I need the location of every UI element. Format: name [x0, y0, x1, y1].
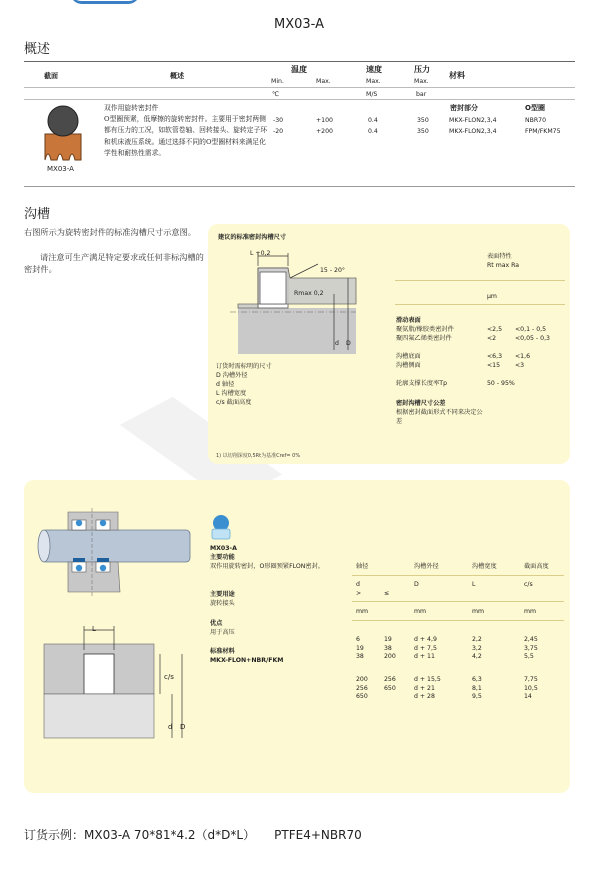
mat-text: MKX-FLON+NBR/FKM — [210, 657, 284, 664]
dimension-cell-d_le: 256 — [384, 676, 396, 683]
dimension-cell-d_gt: 650 — [356, 693, 368, 700]
order-dim-cs: c/s 截面高度 — [216, 399, 252, 406]
overview-cell-min: -30 — [273, 117, 284, 124]
dimension-cell-d_le: 200 — [384, 653, 396, 660]
col-header-overview: 概述 — [170, 72, 184, 80]
dimension-cell-L: 9,5 — [472, 693, 482, 700]
bearing-label: 轮廓支撑长度率Tp — [396, 380, 448, 387]
document-title: MX03-A — [274, 17, 324, 32]
sym-L: L — [472, 581, 476, 588]
overview-cell-oring: FPM/FKM75 — [525, 128, 561, 135]
sub-max-speed: Max. — [366, 78, 381, 85]
box2-dim-L: L — [92, 625, 96, 633]
dimension-cell-d_le: 19 — [384, 636, 392, 643]
dimension-cell-d_le: 38 — [384, 644, 392, 652]
table-bottom-rule — [24, 186, 575, 187]
col-header-material: 材料 — [449, 71, 465, 80]
dimension-cell-L: 6,3 — [472, 676, 482, 683]
dim-d-label: d — [335, 340, 339, 347]
col-header-pressure: 压力 — [414, 65, 430, 74]
groove-side-label: 沟槽侧面 — [396, 362, 421, 369]
dimension-cell-cs: 2,45 — [524, 636, 538, 643]
overview-cell-speed: 0.4 — [368, 128, 378, 135]
col-header-section: 截面 — [44, 72, 58, 80]
overview-cell-seal: MKX-FLON2,3,4 — [449, 128, 497, 135]
adv-text: 用于高压 — [210, 629, 235, 636]
overview-cell-pressure: 350 — [417, 117, 429, 124]
dimension-cell-L: 8,1 — [472, 684, 482, 692]
dimension-cell-D: d + 15,5 — [414, 676, 441, 683]
seal-profile-icon — [210, 514, 232, 540]
box2-dim-cs: c/s — [164, 673, 174, 681]
sub-min: Min. — [271, 78, 284, 85]
dimension-cell-cs: 14 — [524, 693, 532, 700]
sliding-row1-label: 聚氨脂/橡胶类密封件 — [396, 326, 454, 333]
table-top-rule — [24, 61, 575, 62]
col-header-speed: 速度 — [366, 65, 382, 74]
overview-cell-oring: NBR70 — [525, 117, 547, 124]
surface-unit: μm — [487, 293, 497, 300]
box1-footnote: 1) 以切削深度0,5Rt为基准Cref= 0% — [216, 453, 301, 459]
col-header-temp: 温度 — [291, 65, 307, 74]
dimension-cell-D: d + 4,9 — [414, 636, 437, 643]
dimension-cell-d_gt: 256 — [356, 684, 368, 692]
box1-rule-2 — [395, 304, 565, 305]
dimension-cell-cs: 5,5 — [524, 653, 534, 660]
sym-d: d — [356, 581, 360, 588]
sym-le: ≤ — [384, 590, 390, 597]
groove-side-v2: <3 — [515, 362, 525, 369]
use-header: 主要用途 — [210, 591, 235, 598]
box2-dim-d: d — [168, 723, 173, 731]
unit-pressure: bar — [416, 91, 427, 98]
shaft-assembly-drawing — [28, 508, 198, 598]
func-header: 主要功能 — [210, 554, 235, 561]
dimension-cell-d_gt: 19 — [356, 644, 364, 652]
dimension-cell-D: d + 28 — [414, 693, 435, 700]
sliding-row2-label: 聚四氟乙烯类密封件 — [396, 335, 452, 342]
dim-D-label: D — [346, 340, 351, 347]
oring-header: O型圈 — [525, 104, 545, 112]
table-header-rule — [24, 87, 575, 88]
tolerance-text: 根据密封截面形式不同来决定公差 — [396, 409, 483, 425]
sym-gt: > — [356, 590, 362, 597]
part-label: MX03-A — [47, 165, 74, 173]
dimension-cell-d_gt: 200 — [356, 676, 368, 683]
col-groove-width: 沟槽宽度 — [472, 563, 497, 570]
unit-cs: mm — [524, 608, 537, 615]
use-text: 旋转接头 — [210, 600, 235, 607]
groove-text-1: 右图所示为旋转密封件的标准沟槽尺寸示意图。 — [24, 227, 196, 237]
overview-cell-max: +100 — [316, 117, 333, 124]
box2-rule-1 — [352, 575, 564, 576]
dimension-cell-D: d + 7,5 — [414, 644, 437, 652]
sliding-row1-v1: <2,5 — [487, 326, 503, 333]
groove-bottom-label: 沟槽底面 — [396, 353, 421, 360]
dimension-cell-L: 3,2 — [472, 644, 482, 652]
sliding-row2-v1: <2 — [487, 335, 497, 342]
groove-bottom-v1: <6,3 — [487, 353, 503, 360]
seal-cross-section-icon — [42, 104, 84, 162]
col-groove-od: 沟槽外径 — [414, 563, 439, 570]
unit-d: mm — [356, 608, 369, 615]
groove-bottom-v2: <1,6 — [515, 353, 531, 360]
overview-description: 双作用旋转密封件 O型圈预紧，低摩擦的旋转密封件。主要用于密封两侧都有压力的工况，如软管卷轴、回转接头、旋转定子环和机床液压系统。通过选择不同的O型圈材料来满足化学性和耐热性需求。 — [104, 104, 268, 157]
dimension-cell-D: d + 11 — [414, 653, 435, 660]
order-dims-header: 订货时需标明的尺寸 — [216, 363, 272, 370]
groove-heading: 沟槽 — [24, 207, 51, 222]
dimension-cell-cs: 7,75 — [524, 676, 538, 683]
groove-side-v1: <15 — [487, 362, 501, 369]
dimension-cell-d_gt: 38 — [356, 653, 364, 660]
col-cs: 截面高度 — [524, 563, 549, 570]
col-shaft: 轴径 — [356, 563, 369, 570]
dimension-cell-L: 4,2 — [472, 653, 482, 660]
tolerance-header: 密封沟槽尺寸公差 — [396, 400, 446, 407]
sliding-header: 滑动表面 — [396, 317, 421, 324]
dim-L-label: L +0,2 — [250, 250, 271, 257]
overview-cell-pressure: 350 — [417, 128, 429, 135]
overview-cell-min: -20 — [273, 128, 284, 135]
box1-rule-1 — [395, 280, 565, 281]
sym-D: D — [414, 581, 419, 588]
sym-cs: c/s — [524, 581, 533, 588]
surface-header: 表面特性 — [487, 253, 512, 260]
box2-part: MX03-A — [210, 545, 237, 552]
dimension-cell-d_gt: 6 — [356, 636, 360, 643]
box2-dim-D: D — [180, 723, 186, 731]
dimension-cell-cs: 10,5 — [524, 684, 538, 692]
unit-speed: M/S — [366, 91, 378, 98]
mat-header: 标准材料 — [210, 648, 235, 655]
order-dim-D: D 沟槽外径 — [216, 372, 248, 379]
dimension-cell-D: d + 21 — [414, 684, 435, 692]
dimension-cell-cs: 3,75 — [524, 644, 538, 652]
overview-cell-speed: 0.4 — [368, 117, 378, 124]
sliding-row2-v2: <0,05 - 0,3 — [515, 335, 550, 342]
order-dim-d: d 轴径 — [216, 381, 235, 388]
header-decoration — [70, 0, 140, 4]
sub-max-pressure: Max. — [414, 78, 429, 85]
bearing-value: 50 - 95% — [487, 380, 515, 387]
overview-heading: 概述 — [24, 42, 51, 57]
unit-D: mm — [414, 608, 427, 615]
surface-cols: Rt max Ra — [487, 262, 520, 269]
unit-temp: ℃ — [272, 91, 279, 98]
table-unit-rule — [24, 99, 575, 100]
order-example: 订货示例：MX03-A 70*81*4.2（d*D*L） PTFE4+NBR70 — [24, 828, 362, 842]
box1-title: 建议的标准密封沟槽尺寸 — [218, 234, 287, 241]
box2-rule-3 — [352, 620, 564, 621]
sliding-row1-v2: <0,1 - 0,5 — [515, 326, 547, 333]
dimension-cell-L: 2,2 — [472, 636, 482, 643]
func-text: 双作用旋转密封，O形圈预紧FLON密封。 — [210, 563, 324, 570]
dim-angle-label: 15 - 20° — [320, 267, 346, 274]
seal-part-header: 密封部分 — [450, 104, 478, 112]
dimension-cell-d_le: 650 — [384, 684, 396, 692]
groove-text-2: 请注意可生产满足特定要求或任何非标沟槽的密封件。 — [24, 252, 204, 274]
box2-rule-2 — [352, 601, 564, 602]
dim-R-label: Rmax 0,2 — [294, 290, 324, 297]
sub-max-temp: Max. — [316, 78, 331, 85]
overview-cell-seal: MKX-FLON2,3,4 — [449, 117, 497, 124]
overview-cell-max: +200 — [316, 128, 333, 135]
order-dim-L: L 沟槽宽度 — [216, 390, 247, 397]
unit-L: mm — [472, 608, 485, 615]
adv-header: 优点 — [210, 620, 223, 627]
